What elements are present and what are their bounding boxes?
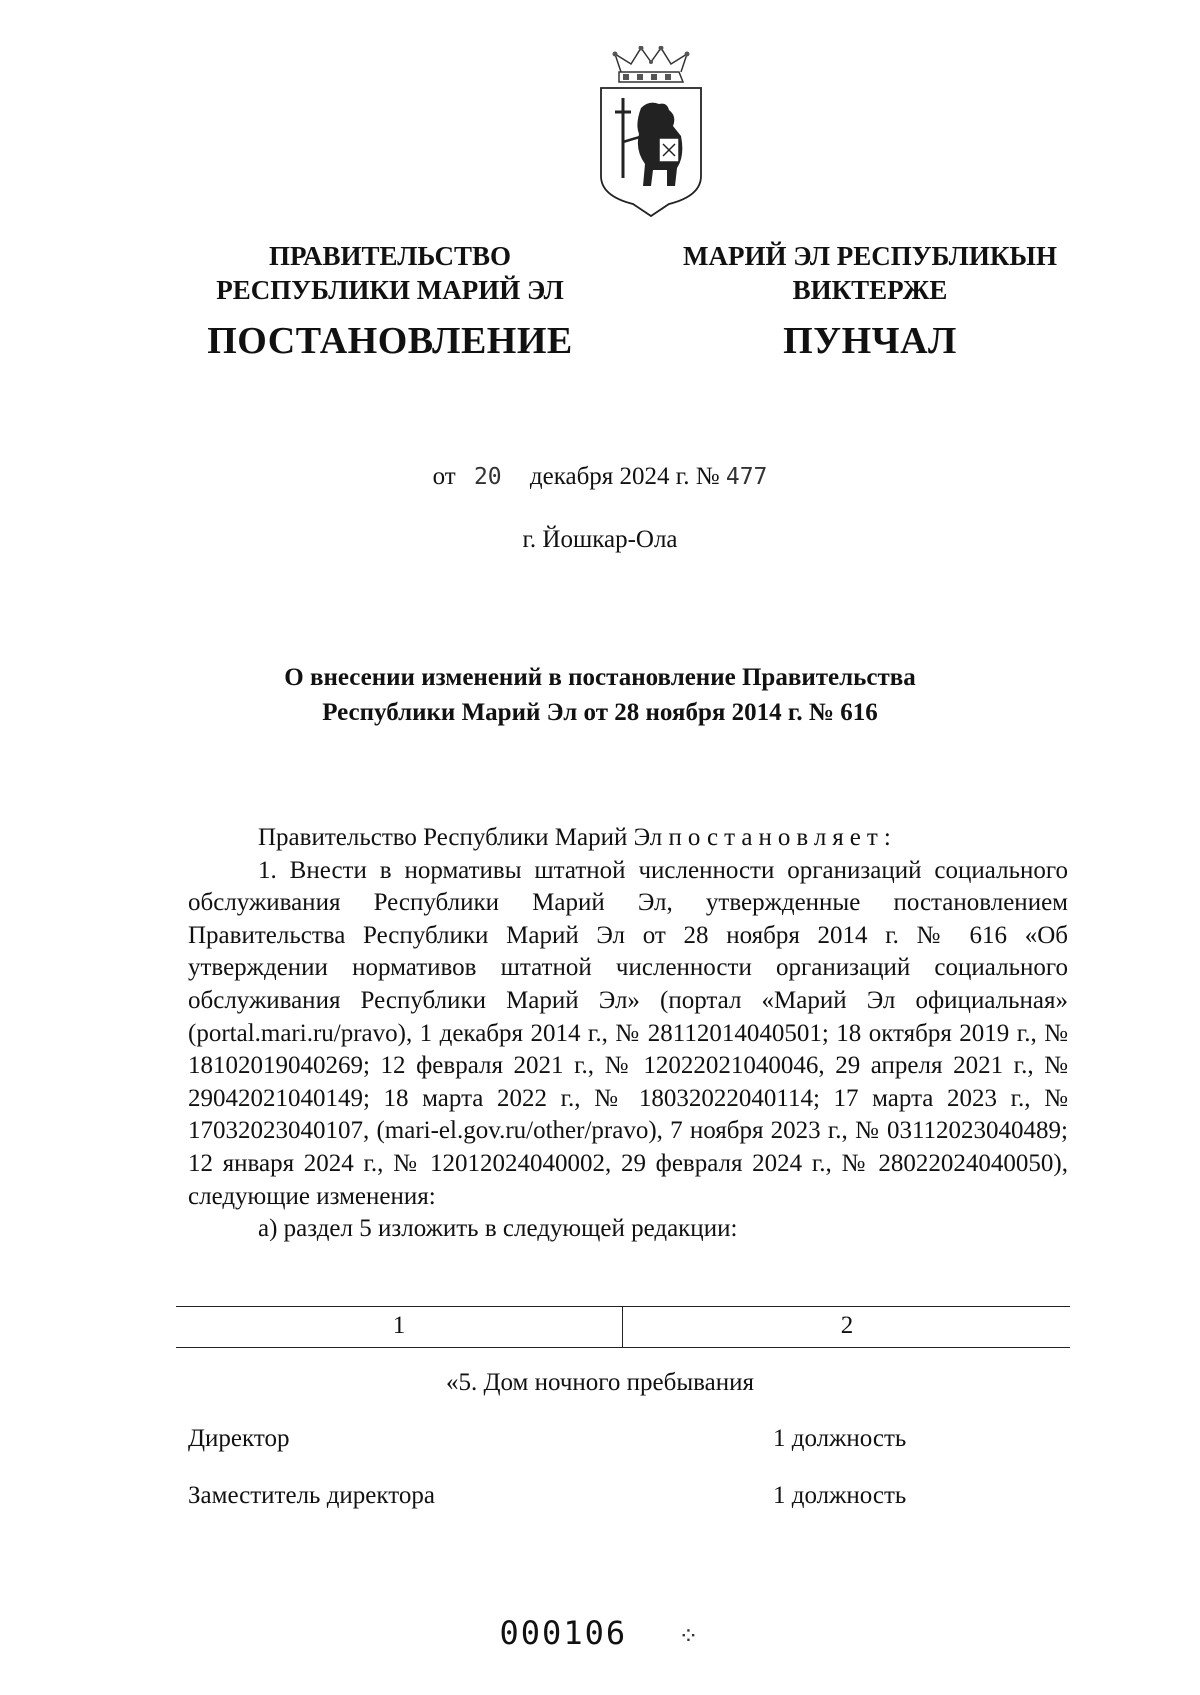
dateline-prefix: от	[432, 463, 456, 490]
table-header-col2: 2	[840, 1312, 854, 1339]
position-count: 1 должность	[773, 1482, 907, 1509]
header-left-line2: РЕСПУБЛИКИ МАРИЙ ЭЛ	[216, 274, 564, 305]
body-paragraph-1: 1. Внести в нормативы штатной численности организаций социального обслуживания Республики Марий Эл, утвержденные постановлением Правительства Республики Марий Эл от 28 ноября 2014 г. № 616 «Об утверждении нормативов штатной численности организаций социального обслуживания Республики Марий Эл» (портал «Марий Эл официальная» (portal.mari.ru/pravo), 1 декабря 2014 г., № 28112014040501; 18 октября 2019 г., № 18102019040269; 12 февраля 2021 г., № 12022021040046, 29 апреля 2021 г., № 29042021040149; 18 марта 2022 г., № 18032022040114; 17 марта 2023 г., № 17032023040107, (mari-el.gov.ru/other/pravo), 7 ноября 2023 г., № 03112023040489; 12 января 2024 г., № 12012024040002, 29 февраля 2024 г., № 28022024040050), следующие изменения:	[188, 856, 1068, 1210]
section-title: «5. Дом ночного пребывания	[445, 1369, 755, 1396]
header-right-line2: ВИКТЕРЖЕ	[792, 274, 948, 305]
document-title	[0, 660, 1200, 730]
position-count: 1 должность	[773, 1425, 907, 1452]
form-serial-number	[0, 1614, 1200, 1652]
title-line1: О внесении изменений в постановление Правительства	[284, 664, 916, 691]
header-right-doc-type: ПУНЧАЛ	[783, 319, 957, 362]
document-dateline	[0, 463, 1200, 491]
document-body	[188, 822, 1068, 1246]
header-left-block	[175, 240, 605, 365]
table-header-row	[176, 1306, 1070, 1348]
dateline-month-year: декабря 2024 г. №	[529, 463, 720, 490]
serial-mark: ⁘	[678, 1622, 701, 1650]
dateline-day: 20	[473, 464, 502, 490]
header-left-doc-type: ПОСТАНОВЛЕНИЕ	[207, 319, 573, 362]
body-paragraph-2: а) раздел 5 изложить в следующей редакции:	[258, 1215, 738, 1243]
title-line2: Республики Марий Эл от 28 ноября 2014 г. № 616	[322, 699, 878, 726]
header-left-line1: ПРАВИТЕЛЬСТВО	[268, 241, 512, 271]
coat-of-arms-emblem	[597, 46, 705, 218]
dateline-number: 477	[725, 464, 768, 490]
body-intro-start: Правительство Республики Марий Эл	[258, 824, 669, 851]
position-name: Директор	[188, 1425, 290, 1452]
document-city: г. Йошкар-Ола	[522, 526, 678, 553]
header-right-line1: МАРИЙ ЭЛ РЕСПУБЛИКЫН	[683, 241, 1057, 271]
body-intro-spaced: постановляет:	[668, 824, 897, 851]
table-header-col1: 1	[176, 1307, 623, 1347]
header-right-block	[640, 240, 1100, 365]
body-intro	[188, 822, 1068, 855]
serial-number-value: 000106	[499, 1614, 628, 1652]
position-name: Заместитель директора	[188, 1482, 435, 1509]
